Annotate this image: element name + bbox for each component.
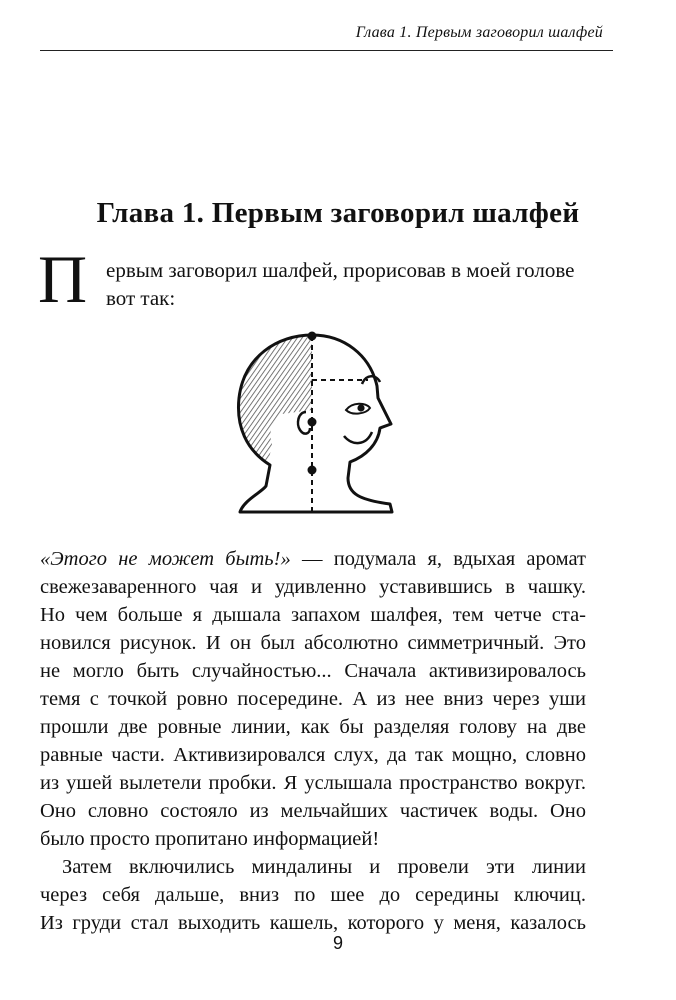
paragraph-1-line-8: равные части. Активизировался слух, да так мощно, словно [40, 744, 586, 766]
running-header [40, 10, 613, 51]
intro-line-1: ервым заговорил шалфей, прорисовав в моей голове [106, 258, 575, 282]
paragraph-1-line-7: прошли две ровные линии, как бы разделяя голову на две [40, 716, 586, 738]
paragraph-2-line-1: Затем включились миндалины и провели эти линии [62, 856, 586, 878]
paragraph-1-line-5: не могло быть случайностью... Сначала активизировалось [40, 660, 586, 682]
paragraph-1-line-6: темя с точкой ровно посередине. А из нее вниз через уши [40, 688, 586, 710]
chapter-title: Глава 1. Первым заговорил шалфей [96, 197, 580, 229]
paragraph-1-line-2: свежезаваренного чая и удивленно уставившись в чашку. [40, 576, 586, 598]
page-number: 9 [332, 933, 343, 953]
paragraph-1-line-4: новился рисунок. И он был абсолютно симметричный. Это [40, 632, 586, 654]
running-header-title: Глава 1. Первым заговорил шалфей [355, 24, 603, 41]
head-profile-icon [220, 322, 410, 527]
intro-line-2: вот так: [106, 286, 176, 310]
paragraph-1-line-1 [40, 545, 586, 573]
quote-continuation: — подумала я, вдыхая аромат [290, 548, 587, 570]
paragraph-1-line-3: Но чем больше я дышала запахом шалфея, тем четче ста- [40, 604, 586, 626]
paragraph-1-line-11: было просто пропитано информацией! [40, 828, 380, 850]
paragraph-1-line-9: из ушей вылетели пробки. Я услышала пространство вокруг. [40, 772, 586, 794]
drop-cap: П [38, 241, 88, 317]
paragraph-2-line-3: Из груди стал выходить кашель, которого у меня, казалось [40, 912, 586, 934]
paragraph-2-line-2: через себя дальше, вниз по шее до середины ключиц. [40, 884, 586, 906]
quote-text: «Этого не может быть!» [40, 548, 291, 570]
paragraph-1-line-10: Оно словно состояло из мельчайших частичек воды. Оно [40, 800, 586, 822]
